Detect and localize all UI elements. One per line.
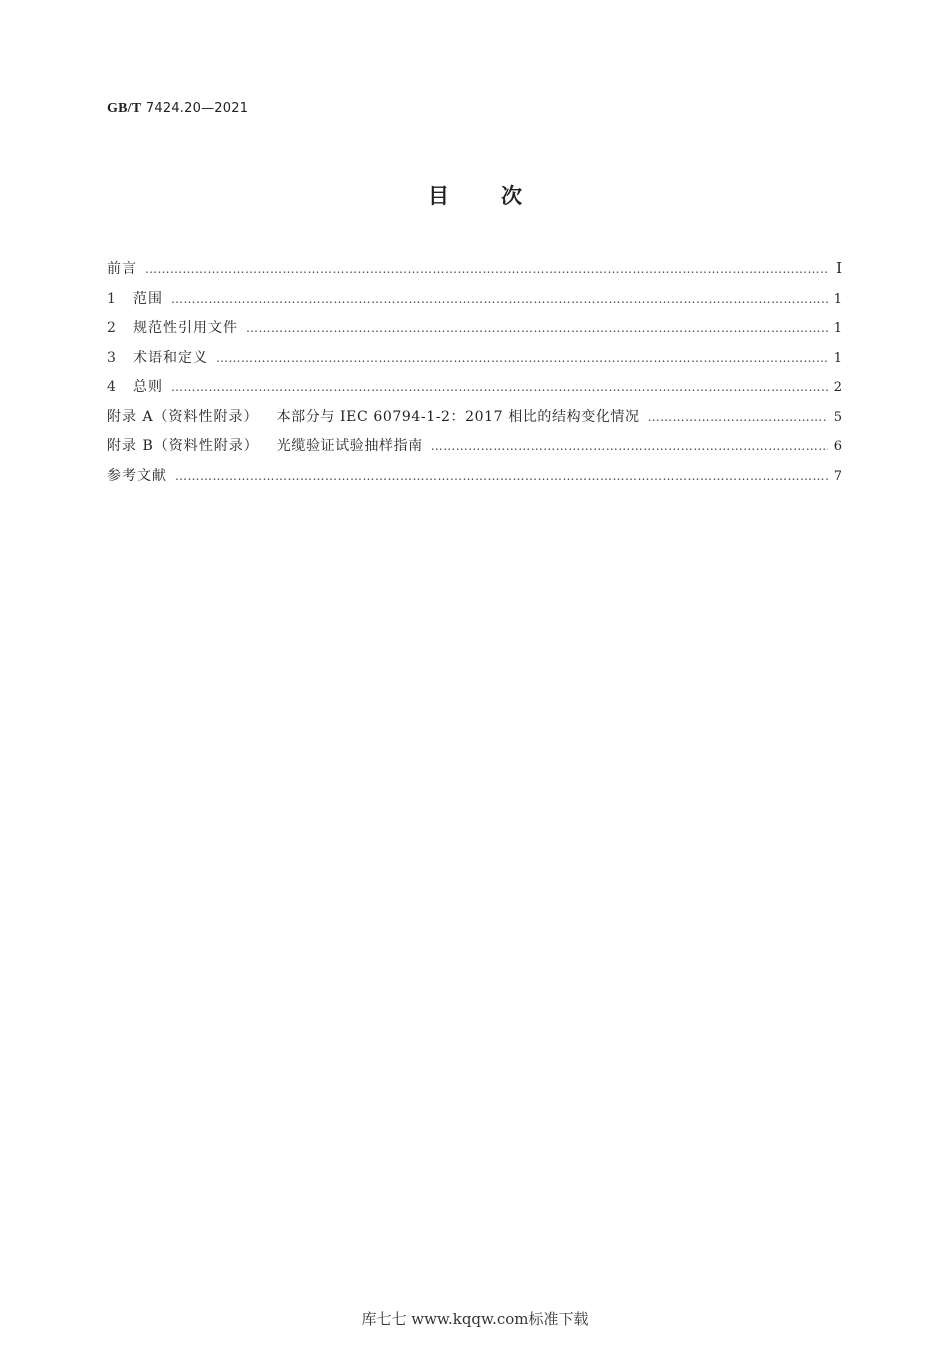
toc-entry-page: Ⅰ bbox=[836, 259, 842, 277]
toc-leader bbox=[171, 380, 828, 394]
toc-entry-general[interactable] bbox=[107, 376, 842, 406]
toc-entry-bibliography[interactable] bbox=[107, 465, 842, 495]
toc-title-part2: 次 bbox=[501, 184, 522, 208]
toc-entry-number: 4 bbox=[107, 379, 116, 395]
toc-entry-number: 1 bbox=[107, 290, 116, 307]
toc-entry-page: 1 bbox=[833, 350, 842, 366]
toc-entry-label: 规范性引用文件 bbox=[133, 320, 238, 336]
toc-entry-normative-references[interactable] bbox=[107, 317, 842, 347]
footer-watermark: 库七七 www.kqqw.com标准下载 bbox=[361, 1310, 589, 1328]
toc-title bbox=[0, 180, 950, 210]
toc-leader bbox=[431, 439, 828, 453]
toc-leader bbox=[648, 410, 828, 424]
toc-entry-preface[interactable] bbox=[107, 258, 842, 288]
toc-leader bbox=[175, 469, 828, 483]
toc-leader bbox=[216, 351, 828, 365]
toc-entry-terms-definitions[interactable] bbox=[107, 347, 842, 377]
standard-number: 7424.20—2021 bbox=[145, 101, 249, 116]
toc-entry-label: 参考文献 bbox=[107, 467, 167, 484]
toc-entry-subtitle: 本部分与 IEC 60794-1-2：2017 相比的结构变化情况 bbox=[276, 408, 640, 425]
toc-entry-subtitle: 光缆验证试验抽样指南 bbox=[276, 438, 423, 454]
toc-entry-scope[interactable] bbox=[107, 288, 842, 318]
toc-entry-label: 附录 B（资料性附录） bbox=[107, 438, 259, 454]
standard-code: GB/T bbox=[107, 101, 142, 116]
toc-entry-label: 术语和定义 bbox=[133, 349, 208, 366]
toc-list bbox=[107, 258, 842, 494]
toc-entry-page: 1 bbox=[833, 291, 842, 307]
toc-entry-page: 7 bbox=[833, 468, 842, 484]
toc-entry-label: 范围 bbox=[133, 290, 163, 307]
toc-entry-label: 附录 A（资料性附录） bbox=[107, 408, 259, 425]
toc-leader bbox=[145, 262, 828, 276]
toc-entry-annex-b[interactable] bbox=[107, 435, 842, 465]
toc-leader bbox=[246, 321, 828, 335]
toc-entry-label: 前言 bbox=[107, 261, 137, 277]
toc-entry-page: 2 bbox=[833, 380, 842, 395]
toc-entry-page: 1 bbox=[833, 321, 842, 336]
toc-entry-annex-a[interactable] bbox=[107, 406, 842, 436]
toc-entry-label: 总则 bbox=[133, 379, 163, 395]
toc-entry-page: 5 bbox=[833, 409, 842, 425]
toc-entry-number: 2 bbox=[107, 320, 116, 336]
toc-leader bbox=[171, 292, 828, 306]
toc-entry-number: 3 bbox=[107, 349, 116, 366]
toc-title-part1: 目 bbox=[428, 184, 449, 208]
toc-entry-page: 6 bbox=[833, 439, 842, 454]
standard-header bbox=[107, 100, 248, 117]
